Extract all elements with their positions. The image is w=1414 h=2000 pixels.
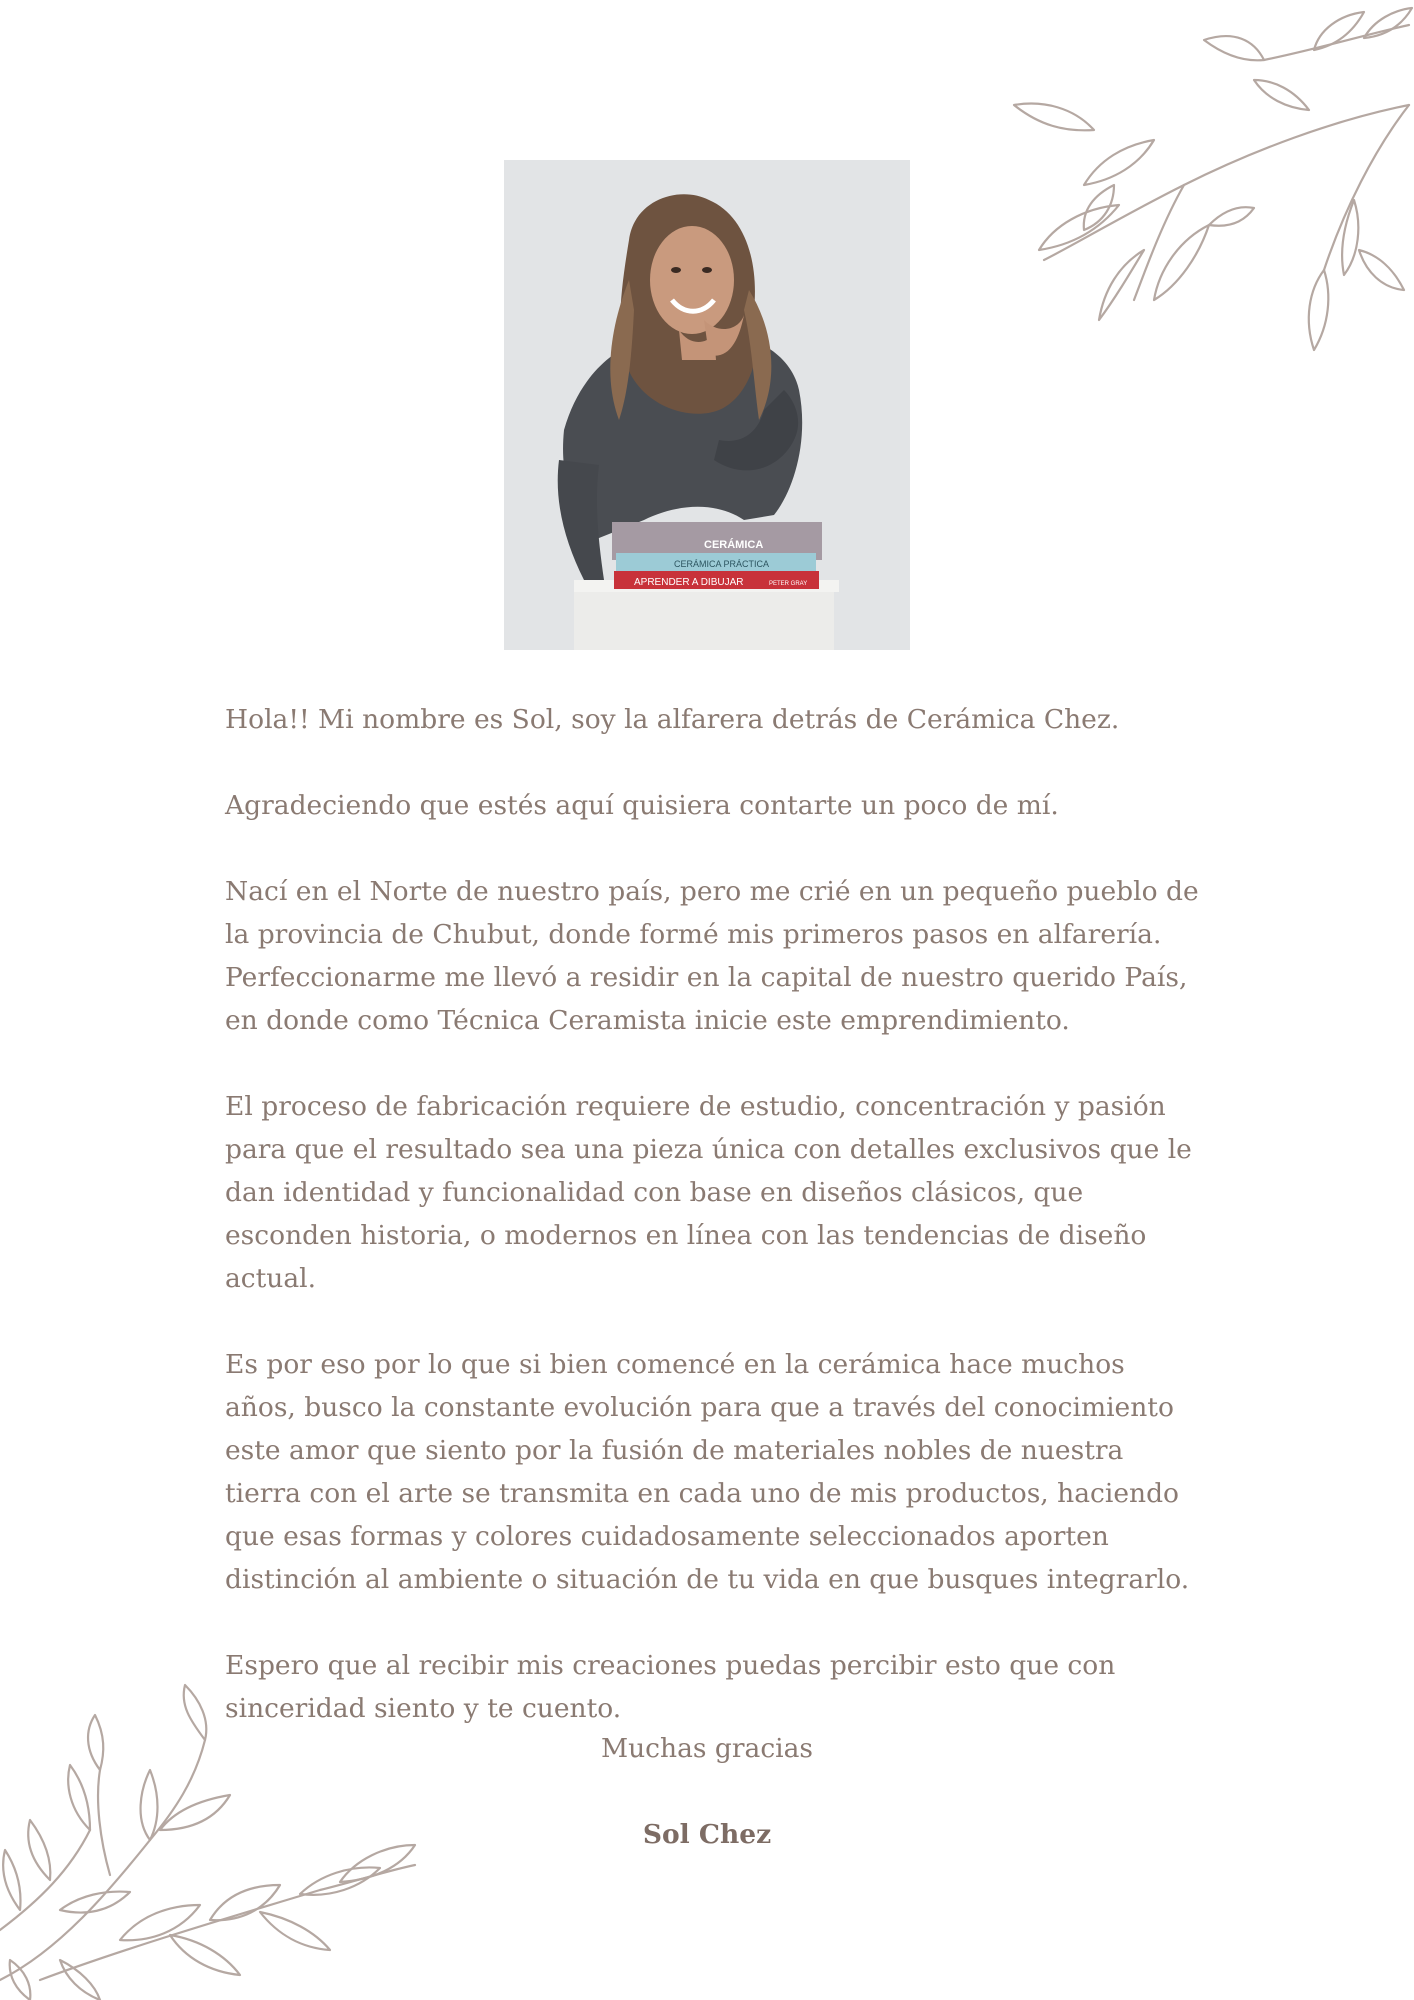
leaf-branch-decoration-top-right [954, 0, 1414, 380]
letter-paragraph-thanks: Agradeciendo que estés aquí quisiera contarte un poco de mí. [225, 790, 1059, 821]
letter-paragraph-closing: Espero que al recibir mis creaciones puedas percibir esto que con sinceridad siento y te cuento. [225, 1650, 1116, 1724]
signature: Sol Chez [642, 1819, 772, 1850]
book-title-ceramica-practica: CERÁMICA PRÁCTICA [674, 559, 770, 569]
letter-paragraph-evolution: Es por eso por lo que si bien comencé en la cerámica hace muchos años, busco la constante evolución para que a través del conocimiento este amor que siento por la fusión de materiales nobles de nuestra tierra con el arte se transmita en cada uno de mis productos, haciendo que esas formas y colores cuidadosamente seleccionados aporten distinción al ambiente o situación de tu vida en que busques integrarlo. [225, 1349, 1190, 1595]
letter-paragraph-process: El proceso de fabricación requiere de estudio, concentración y pasión para que el resultado sea una pieza única con detalles exclusivos que le dan identidad y funcionalidad con base en diseños clásicos, que esconden historia, o modernos en línea con las tendencias de diseño actual. [225, 1091, 1192, 1294]
portrait-photo [504, 160, 910, 650]
book-title-ceramica: CERÁMICA [704, 539, 764, 551]
closing-thanks: Muchas gracias [600, 1733, 814, 1764]
letter-paragraph-origin: Nací en el Norte de nuestro país, pero me crié en un pequeño pueblo de la provincia de Chubut, donde formé mis primeros pasos en alfarería. Perfeccionarme me llevó a residir en la capital de nuestro querido País, en donde como Técnica Ceramista inicie este emprendimiento. [225, 876, 1199, 1036]
letter-body [225, 698, 1200, 1773]
book-title-aprender-a-dibujar: APRENDER A DIBUJAR [634, 577, 744, 588]
letter-paragraph-greeting: Hola!! Mi nombre es Sol, soy la alfarera detrás de Cerámica Chez. [225, 704, 1120, 735]
book-author: PETER GRAY [769, 581, 808, 587]
